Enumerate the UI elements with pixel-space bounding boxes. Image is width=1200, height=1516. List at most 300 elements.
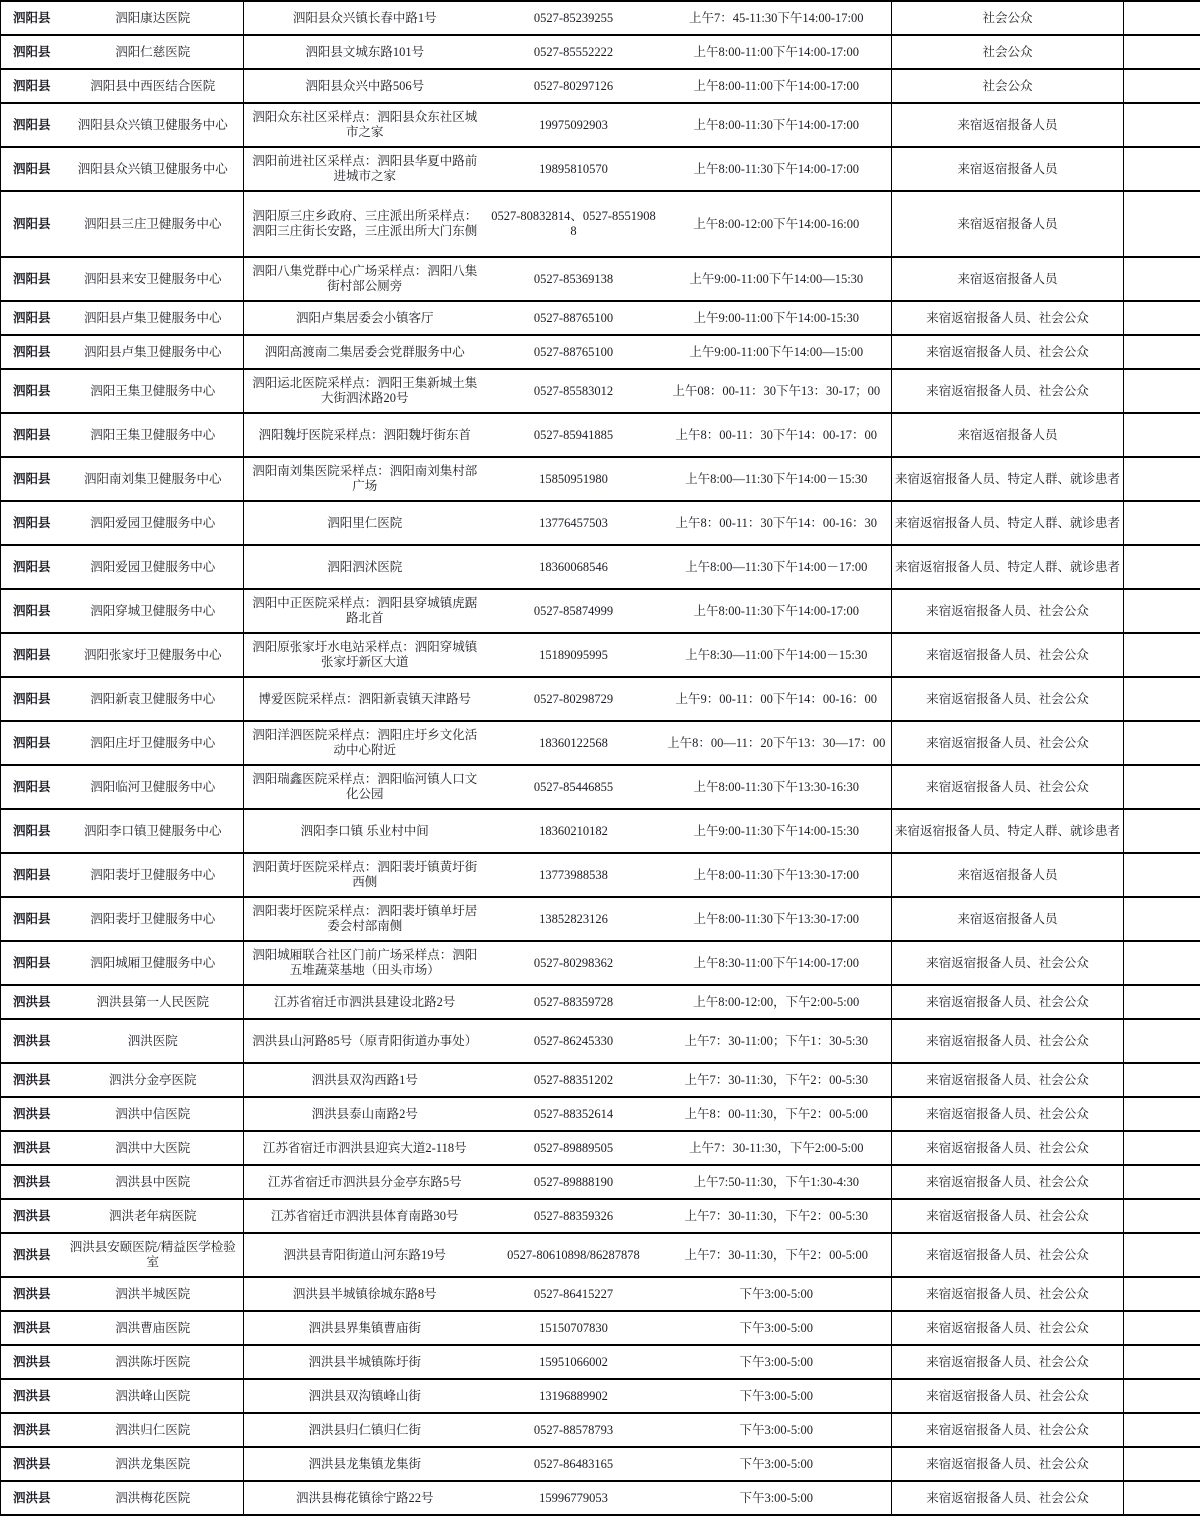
cell-name: 泗洪中信医院 <box>63 1097 244 1131</box>
cell-address: 泗洪县龙集镇龙集街 <box>244 1447 486 1481</box>
cell-county: 泗阳县 <box>1 69 63 103</box>
table-row <box>1 191 1200 257</box>
cell-audience: 来宿返宿报备人员 <box>892 147 1124 191</box>
cell-audience: 来宿返宿报备人员、社会公众 <box>892 1311 1124 1345</box>
cell-phone: 0527-85239255 <box>486 1 662 35</box>
table-row <box>1 1481 1200 1515</box>
cell-county: 泗洪县 <box>1 1063 63 1097</box>
cell-hours: 上午8:00-11:00下午14:00-17:00 <box>662 69 892 103</box>
cell-notes <box>1124 985 1200 1019</box>
cell-county: 泗洪县 <box>1 1379 63 1413</box>
cell-address: 泗阳众东社区采样点：泗阳县众东社区城市之家 <box>244 103 486 147</box>
cell-notes <box>1124 853 1200 897</box>
cell-address: 泗阳黄圩医院采样点：泗阳裴圩镇黄圩街西侧 <box>244 853 486 897</box>
cell-county: 泗阳县 <box>1 457 63 501</box>
cell-notes <box>1124 1063 1200 1097</box>
cell-address: 泗洪县泰山南路2号 <box>244 1097 486 1131</box>
cell-county: 泗阳县 <box>1 335 63 369</box>
cell-phone: 13196889902 <box>486 1379 662 1413</box>
table-row <box>1 985 1200 1019</box>
cell-audience: 来宿返宿报备人员、社会公众 <box>892 941 1124 985</box>
cell-address: 泗阳城厢联合社区门前广场采样点：泗阳五堆蔬菜基地（田头市场） <box>244 941 486 985</box>
cell-hours: 上午7:50-11:30，下午1:30-4:30 <box>662 1165 892 1199</box>
cell-county: 泗阳县 <box>1 677 63 721</box>
cell-phone: 0527-85552222 <box>486 35 662 69</box>
cell-county: 泗洪县 <box>1 1311 63 1345</box>
cell-name: 泗阳康达医院 <box>63 1 244 35</box>
cell-address: 泗阳裴圩医院采样点：泗阳裴圩镇单圩居委会村部南侧 <box>244 897 486 941</box>
cell-hours: 上午8:00-11:30下午14:00-17:00 <box>662 147 892 191</box>
cell-name: 泗洪县安颐医院/精益医学检验室 <box>63 1233 244 1277</box>
cell-address: 泗阳魏圩医院采样点：泗阳魏圩街东首 <box>244 413 486 457</box>
table-row <box>1 941 1200 985</box>
cell-hours: 上午7：30-11:30，下午2：00-5:30 <box>662 1063 892 1097</box>
cell-phone: 0527-80610898/86287878 <box>486 1233 662 1277</box>
cell-notes <box>1124 1481 1200 1515</box>
table-row <box>1 457 1200 501</box>
table-row <box>1 301 1200 335</box>
table-row <box>1 35 1200 69</box>
cell-hours: 上午9:00-11:00下午14:00—15:30 <box>662 257 892 301</box>
cell-name: 泗阳临河卫健服务中心 <box>63 765 244 809</box>
cell-notes <box>1124 257 1200 301</box>
cell-county: 泗阳县 <box>1 941 63 985</box>
cell-notes <box>1124 1019 1200 1063</box>
cell-county: 泗洪县 <box>1 1165 63 1199</box>
cell-notes <box>1124 335 1200 369</box>
cell-name: 泗洪龙集医院 <box>63 1447 244 1481</box>
cell-hours: 上午7：30-11:30，下午2:00-5:00 <box>662 1131 892 1165</box>
table-row <box>1 103 1200 147</box>
cell-name: 泗阳仁慈医院 <box>63 35 244 69</box>
cell-phone: 0527-89889505 <box>486 1131 662 1165</box>
cell-county: 泗洪县 <box>1 1019 63 1063</box>
cell-audience: 来宿返宿报备人员、社会公众 <box>892 633 1124 677</box>
cell-phone: 0527-80298362 <box>486 941 662 985</box>
cell-notes <box>1124 897 1200 941</box>
cell-name: 泗洪医院 <box>63 1019 244 1063</box>
cell-hours: 上午8:30—11:00下午14:00－15:30 <box>662 633 892 677</box>
cell-hours: 上午8:00-11:30下午13:30-16:30 <box>662 765 892 809</box>
table-row <box>1 1131 1200 1165</box>
cell-hours: 上午8:00-11:30下午14:00-17:00 <box>662 103 892 147</box>
table-row <box>1 1199 1200 1233</box>
cell-county: 泗阳县 <box>1 545 63 589</box>
cell-phone: 0527-88765100 <box>486 301 662 335</box>
cell-phone: 15951066002 <box>486 1345 662 1379</box>
table-row <box>1 369 1200 413</box>
cell-notes <box>1124 301 1200 335</box>
cell-phone: 19975092903 <box>486 103 662 147</box>
cell-county: 泗阳县 <box>1 765 63 809</box>
cell-hours: 上午8:00—11:30下午14:00－15:30 <box>662 457 892 501</box>
cell-name: 泗洪归仁医院 <box>63 1413 244 1447</box>
table-row <box>1 545 1200 589</box>
cell-address: 江苏省宿迁市泗洪县迎宾大道2-118号 <box>244 1131 486 1165</box>
cell-hours: 上午7：30-11:30，下午2：00-5:00 <box>662 1233 892 1277</box>
cell-audience: 社会公众 <box>892 1 1124 35</box>
cell-hours: 上午9:00-11:30下午14:00-15:30 <box>662 809 892 853</box>
cell-notes <box>1124 1379 1200 1413</box>
cell-hours: 上午8:30-11:00下午14:00-17:00 <box>662 941 892 985</box>
cell-phone: 0527-88765100 <box>486 335 662 369</box>
cell-audience: 来宿返宿报备人员、社会公众 <box>892 589 1124 633</box>
cell-notes <box>1124 1131 1200 1165</box>
cell-phone: 15996779053 <box>486 1481 662 1515</box>
cell-county: 泗阳县 <box>1 897 63 941</box>
cell-phone: 15189095995 <box>486 633 662 677</box>
cell-county: 泗洪县 <box>1 1277 63 1311</box>
cell-name: 泗阳裴圩卫健服务中心 <box>63 897 244 941</box>
cell-phone: 13776457503 <box>486 501 662 545</box>
cell-notes <box>1124 501 1200 545</box>
cell-county: 泗阳县 <box>1 147 63 191</box>
cell-hours: 上午8:00-12:00，下午2:00-5:00 <box>662 985 892 1019</box>
cell-audience: 来宿返宿报备人员、社会公众 <box>892 335 1124 369</box>
cell-hours: 上午8：00-11：30下午14：00-16：30 <box>662 501 892 545</box>
cell-audience: 来宿返宿报备人员、社会公众 <box>892 1345 1124 1379</box>
cell-name: 泗洪分金亭医院 <box>63 1063 244 1097</box>
cell-address: 泗洪县山河路85号（原青阳街道办事处） <box>244 1019 486 1063</box>
cell-notes <box>1124 545 1200 589</box>
site-table-body <box>1 1 1200 1515</box>
cell-phone: 0527-88578793 <box>486 1413 662 1447</box>
cell-notes <box>1124 191 1200 257</box>
cell-phone: 0527-88359326 <box>486 1199 662 1233</box>
cell-audience: 来宿返宿报备人员、社会公众 <box>892 1379 1124 1413</box>
cell-notes <box>1124 1233 1200 1277</box>
cell-phone: 0527-80298729 <box>486 677 662 721</box>
cell-address: 江苏省宿迁市泗洪县建设北路2号 <box>244 985 486 1019</box>
table-row <box>1 633 1200 677</box>
cell-audience: 来宿返宿报备人员 <box>892 853 1124 897</box>
cell-phone: 0527-80832814、0527-85519088 <box>486 191 662 257</box>
cell-phone: 0527-85446855 <box>486 765 662 809</box>
cell-audience: 来宿返宿报备人员、特定人群、就诊患者 <box>892 457 1124 501</box>
cell-hours: 上午8:00-11:30下午13:30-17:00 <box>662 897 892 941</box>
table-row <box>1 1233 1200 1277</box>
cell-phone: 13852823126 <box>486 897 662 941</box>
cell-notes <box>1124 1447 1200 1481</box>
table-row <box>1 1413 1200 1447</box>
cell-audience: 来宿返宿报备人员、社会公众 <box>892 985 1124 1019</box>
cell-hours: 上午9:00-11:00下午14:00-15:30 <box>662 301 892 335</box>
cell-address: 泗洪县归仁镇归仁街 <box>244 1413 486 1447</box>
cell-address: 江苏省宿迁市泗洪县体育南路30号 <box>244 1199 486 1233</box>
cell-county: 泗阳县 <box>1 369 63 413</box>
table-row <box>1 1311 1200 1345</box>
cell-county: 泗洪县 <box>1 1131 63 1165</box>
cell-notes <box>1124 69 1200 103</box>
cell-phone: 15150707830 <box>486 1311 662 1345</box>
cell-county: 泗洪县 <box>1 1481 63 1515</box>
cell-address: 泗洪县界集镇曹庙街 <box>244 1311 486 1345</box>
cell-phone: 0527-85941885 <box>486 413 662 457</box>
cell-county: 泗阳县 <box>1 191 63 257</box>
cell-county: 泗洪县 <box>1 1447 63 1481</box>
cell-notes <box>1124 1097 1200 1131</box>
cell-county: 泗洪县 <box>1 1345 63 1379</box>
cell-name: 泗阳县中西医结合医院 <box>63 69 244 103</box>
table-row <box>1 1019 1200 1063</box>
cell-notes <box>1124 457 1200 501</box>
cell-audience: 来宿返宿报备人员、社会公众 <box>892 1199 1124 1233</box>
cell-audience: 来宿返宿报备人员、社会公众 <box>892 1019 1124 1063</box>
table-row <box>1 721 1200 765</box>
cell-address: 泗阳李口镇 乐业村中间 <box>244 809 486 853</box>
cell-phone: 19895810570 <box>486 147 662 191</box>
cell-notes <box>1124 147 1200 191</box>
cell-hours: 下午3:00-5:00 <box>662 1277 892 1311</box>
cell-phone: 18360210182 <box>486 809 662 853</box>
cell-audience: 来宿返宿报备人员、社会公众 <box>892 765 1124 809</box>
cell-name: 泗阳新袁卫健服务中心 <box>63 677 244 721</box>
cell-notes <box>1124 1199 1200 1233</box>
cell-name: 泗洪梅花医院 <box>63 1481 244 1515</box>
cell-phone: 0527-85583012 <box>486 369 662 413</box>
cell-audience: 来宿返宿报备人员、社会公众 <box>892 369 1124 413</box>
cell-county: 泗阳县 <box>1 853 63 897</box>
cell-address: 泗阳八集党群中心广场采样点：泗阳八集街村部公厕旁 <box>244 257 486 301</box>
cell-audience: 来宿返宿报备人员、社会公众 <box>892 1131 1124 1165</box>
cell-name: 泗阳王集卫健服务中心 <box>63 413 244 457</box>
cell-name: 泗阳县卢集卫健服务中心 <box>63 335 244 369</box>
cell-name: 泗阳南刘集卫健服务中心 <box>63 457 244 501</box>
cell-name: 泗阳县卢集卫健服务中心 <box>63 301 244 335</box>
cell-name: 泗洪老年病医院 <box>63 1199 244 1233</box>
cell-address: 泗洪县半城镇徐城东路8号 <box>244 1277 486 1311</box>
cell-notes <box>1124 677 1200 721</box>
cell-address: 泗阳原三庄乡政府、三庄派出所采样点：泗阳三庄街长安路，三庄派出所大门东侧 <box>244 191 486 257</box>
cell-address: 泗阳县众兴镇长春中路1号 <box>244 1 486 35</box>
cell-hours: 下午3:00-5:00 <box>662 1311 892 1345</box>
cell-hours: 下午3:00-5:00 <box>662 1379 892 1413</box>
cell-name: 泗洪县第一人民医院 <box>63 985 244 1019</box>
cell-phone: 13773988538 <box>486 853 662 897</box>
cell-address: 泗洪县双沟西路1号 <box>244 1063 486 1097</box>
cell-notes <box>1124 1311 1200 1345</box>
cell-audience: 来宿返宿报备人员、社会公众 <box>892 1165 1124 1199</box>
cell-hours: 上午7：30-11:00；下午1：30-5:30 <box>662 1019 892 1063</box>
cell-county: 泗阳县 <box>1 257 63 301</box>
cell-name: 泗洪县中医院 <box>63 1165 244 1199</box>
cell-notes <box>1124 1413 1200 1447</box>
cell-phone: 15850951980 <box>486 457 662 501</box>
cell-address: 泗阳运北医院采样点：泗阳王集新城土集大街泗沭路20号 <box>244 369 486 413</box>
cell-notes <box>1124 1277 1200 1311</box>
cell-name: 泗阳庄圩卫健服务中心 <box>63 721 244 765</box>
table-row <box>1 1379 1200 1413</box>
cell-notes <box>1124 941 1200 985</box>
cell-phone: 18360068546 <box>486 545 662 589</box>
cell-county: 泗阳县 <box>1 1 63 35</box>
table-row <box>1 897 1200 941</box>
cell-hours: 上午8：00-11:30，下午2：00-5:00 <box>662 1097 892 1131</box>
cell-address: 泗洪县半城镇陈圩街 <box>244 1345 486 1379</box>
cell-hours: 上午8:00—11:30下午14:00－17:00 <box>662 545 892 589</box>
cell-notes <box>1124 721 1200 765</box>
cell-audience: 来宿返宿报备人员、特定人群、就诊患者 <box>892 809 1124 853</box>
cell-hours: 上午8:00-11:30下午13:30-17:00 <box>662 853 892 897</box>
table-row <box>1 69 1200 103</box>
cell-phone: 0527-88359728 <box>486 985 662 1019</box>
cell-hours: 上午8：00-11：30下午14：00-17：00 <box>662 413 892 457</box>
cell-address: 泗阳瑞鑫医院采样点：泗阳临河镇人口文化公园 <box>244 765 486 809</box>
cell-audience: 来宿返宿报备人员、社会公众 <box>892 1481 1124 1515</box>
cell-hours: 上午8:00-12:00下午14:00-16:00 <box>662 191 892 257</box>
cell-phone: 0527-85369138 <box>486 257 662 301</box>
cell-notes <box>1124 589 1200 633</box>
cell-name: 泗阳李口镇卫健服务中心 <box>63 809 244 853</box>
table-row <box>1 589 1200 633</box>
cell-county: 泗洪县 <box>1 985 63 1019</box>
cell-audience: 社会公众 <box>892 35 1124 69</box>
cell-address: 博爱医院采样点：泗阳新袁镇天津路号 <box>244 677 486 721</box>
table-row <box>1 257 1200 301</box>
cell-audience: 来宿返宿报备人员、社会公众 <box>892 1447 1124 1481</box>
table-row <box>1 1 1200 35</box>
cell-name: 泗阳县众兴镇卫健服务中心 <box>63 103 244 147</box>
cell-audience: 来宿返宿报备人员 <box>892 103 1124 147</box>
cell-hours: 上午9:00-11:00下午14:00—15:00 <box>662 335 892 369</box>
table-row <box>1 677 1200 721</box>
cell-audience: 来宿返宿报备人员、社会公众 <box>892 1413 1124 1447</box>
cell-notes <box>1124 35 1200 69</box>
table-row <box>1 1063 1200 1097</box>
cell-audience: 来宿返宿报备人员、社会公众 <box>892 301 1124 335</box>
cell-hours: 下午3:00-5:00 <box>662 1413 892 1447</box>
cell-notes <box>1124 1 1200 35</box>
cell-county: 泗阳县 <box>1 103 63 147</box>
cell-notes <box>1124 1165 1200 1199</box>
cell-name: 泗阳城厢卫健服务中心 <box>63 941 244 985</box>
table-row <box>1 335 1200 369</box>
cell-notes <box>1124 765 1200 809</box>
cell-county: 泗阳县 <box>1 633 63 677</box>
cell-county: 泗阳县 <box>1 501 63 545</box>
cell-notes <box>1124 1345 1200 1379</box>
cell-name: 泗洪中大医院 <box>63 1131 244 1165</box>
cell-address: 泗洪县双沟镇峰山街 <box>244 1379 486 1413</box>
cell-address: 泗阳县文城东路101号 <box>244 35 486 69</box>
cell-phone: 18360122568 <box>486 721 662 765</box>
cell-address: 泗阳南刘集医院采样点：泗阳南刘集村部广场 <box>244 457 486 501</box>
cell-name: 泗阳穿城卫健服务中心 <box>63 589 244 633</box>
cell-audience: 来宿返宿报备人员 <box>892 897 1124 941</box>
cell-county: 泗洪县 <box>1 1413 63 1447</box>
cell-hours: 上午9：00-11：00下午14：00-16：00 <box>662 677 892 721</box>
table-row <box>1 501 1200 545</box>
cell-phone: 0527-86415227 <box>486 1277 662 1311</box>
cell-address: 泗洪县梅花镇徐宁路22号 <box>244 1481 486 1515</box>
cell-hours: 下午3:00-5:00 <box>662 1447 892 1481</box>
cell-phone: 0527-80297126 <box>486 69 662 103</box>
cell-name: 泗洪曹庙医院 <box>63 1311 244 1345</box>
cell-address: 泗洪县青阳街道山河东路19号 <box>244 1233 486 1277</box>
cell-notes <box>1124 369 1200 413</box>
cell-audience: 来宿返宿报备人员、社会公众 <box>892 1097 1124 1131</box>
cell-address: 泗阳里仁医院 <box>244 501 486 545</box>
cell-name: 泗阳王集卫健服务中心 <box>63 369 244 413</box>
cell-county: 泗阳县 <box>1 721 63 765</box>
cell-audience: 来宿返宿报备人员、社会公众 <box>892 721 1124 765</box>
table-row <box>1 1097 1200 1131</box>
cell-address: 泗阳中正医院采样点：泗阳县穿城镇虎踞路北首 <box>244 589 486 633</box>
cell-audience: 来宿返宿报备人员 <box>892 257 1124 301</box>
cell-address: 泗阳原张家圩水电站采样点：泗阳穿城镇张家圩新区大道 <box>244 633 486 677</box>
cell-hours: 上午08：00-11：30下午13：30-17；00 <box>662 369 892 413</box>
cell-phone: 0527-85874999 <box>486 589 662 633</box>
cell-county: 泗洪县 <box>1 1097 63 1131</box>
cell-name: 泗洪半城医院 <box>63 1277 244 1311</box>
cell-name: 泗阳县来安卫健服务中心 <box>63 257 244 301</box>
table-row <box>1 413 1200 457</box>
cell-phone: 0527-88351202 <box>486 1063 662 1097</box>
cell-county: 泗阳县 <box>1 301 63 335</box>
table-row <box>1 809 1200 853</box>
cell-audience: 来宿返宿报备人员 <box>892 191 1124 257</box>
cell-hours: 下午3:00-5:00 <box>662 1481 892 1515</box>
cell-name: 泗阳爱园卫健服务中心 <box>63 545 244 589</box>
cell-phone: 0527-89888190 <box>486 1165 662 1199</box>
cell-notes <box>1124 633 1200 677</box>
cell-audience: 来宿返宿报备人员、社会公众 <box>892 1233 1124 1277</box>
cell-audience: 来宿返宿报备人员、特定人群、就诊患者 <box>892 501 1124 545</box>
cell-county: 泗洪县 <box>1 1199 63 1233</box>
table-row <box>1 1447 1200 1481</box>
cell-audience: 来宿返宿报备人员、社会公众 <box>892 677 1124 721</box>
cell-hours: 上午7：30-11:30，下午2：00-5:30 <box>662 1199 892 1233</box>
cell-address: 泗阳泗沭医院 <box>244 545 486 589</box>
cell-phone: 0527-86483165 <box>486 1447 662 1481</box>
cell-address: 泗阳高渡南二集居委会党群服务中心 <box>244 335 486 369</box>
cell-county: 泗阳县 <box>1 589 63 633</box>
cell-audience: 来宿返宿报备人员、社会公众 <box>892 1277 1124 1311</box>
cell-notes <box>1124 809 1200 853</box>
cell-audience: 来宿返宿报备人员、特定人群、就诊患者 <box>892 545 1124 589</box>
cell-name: 泗洪陈圩医院 <box>63 1345 244 1379</box>
cell-notes <box>1124 103 1200 147</box>
cell-name: 泗阳县三庄卫健服务中心 <box>63 191 244 257</box>
cell-hours: 上午8：00—11：20下午13：30—17：00 <box>662 721 892 765</box>
cell-county: 泗阳县 <box>1 35 63 69</box>
table-row <box>1 1165 1200 1199</box>
cell-address: 泗阳前进社区采样点：泗阳县华夏中路前进城市之家 <box>244 147 486 191</box>
cell-name: 泗洪峰山医院 <box>63 1379 244 1413</box>
table-row <box>1 765 1200 809</box>
cell-hours: 上午8:00-11:00下午14:00-17:00 <box>662 35 892 69</box>
cell-hours: 下午3:00-5:00 <box>662 1345 892 1379</box>
cell-audience: 社会公众 <box>892 69 1124 103</box>
cell-audience: 来宿返宿报备人员 <box>892 413 1124 457</box>
cell-address: 江苏省宿迁市泗洪县分金亭东路5号 <box>244 1165 486 1199</box>
cell-hours: 上午7：45-11:30下午14:00-17:00 <box>662 1 892 35</box>
table-row <box>1 1345 1200 1379</box>
cell-county: 泗阳县 <box>1 809 63 853</box>
cell-notes <box>1124 413 1200 457</box>
cell-address: 泗阳洋泗医院采样点：泗阳庄圩乡文化活动中心附近 <box>244 721 486 765</box>
cell-phone: 0527-86245330 <box>486 1019 662 1063</box>
cell-address: 泗阳县众兴中路506号 <box>244 69 486 103</box>
cell-audience: 来宿返宿报备人员、社会公众 <box>892 1063 1124 1097</box>
cell-phone: 0527-88352614 <box>486 1097 662 1131</box>
cell-county: 泗洪县 <box>1 1233 63 1277</box>
cell-name: 泗阳县众兴镇卫健服务中心 <box>63 147 244 191</box>
cell-hours: 上午8:00-11:30下午14:00-17:00 <box>662 589 892 633</box>
cell-name: 泗阳张家圩卫健服务中心 <box>63 633 244 677</box>
cell-name: 泗阳爱园卫健服务中心 <box>63 501 244 545</box>
cell-name: 泗阳裴圩卫健服务中心 <box>63 853 244 897</box>
